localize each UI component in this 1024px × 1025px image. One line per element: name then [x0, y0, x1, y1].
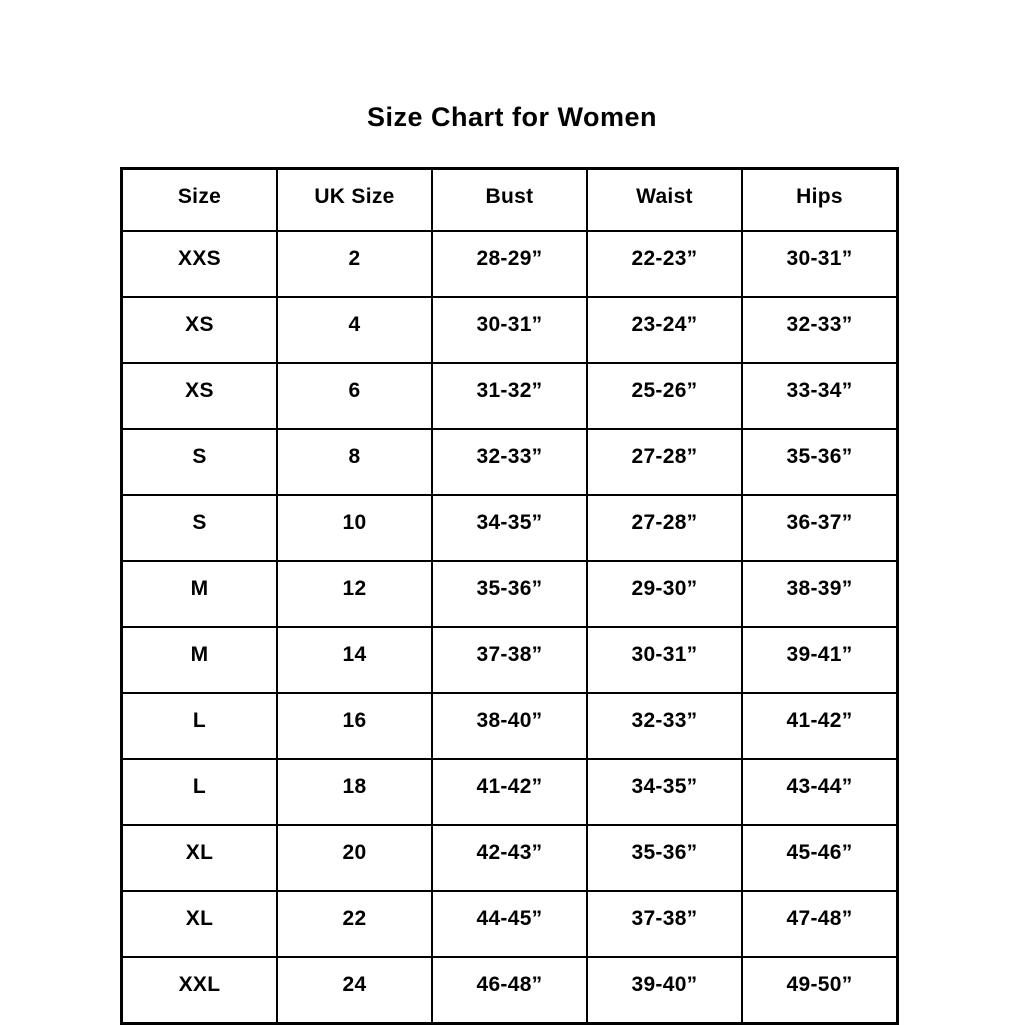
cell-hips: 32-33” — [742, 297, 898, 363]
cell-size: XL — [122, 891, 277, 957]
cell-waist: 22-23” — [587, 231, 742, 297]
column-header-bust: Bust — [432, 169, 587, 232]
cell-size: L — [122, 693, 277, 759]
page-title: Size Chart for Women — [366, 102, 658, 132]
cell-uk: 4 — [277, 297, 432, 363]
cell-bust: 37-38” — [432, 627, 587, 693]
cell-uk: 12 — [277, 561, 432, 627]
table-row — [122, 495, 898, 561]
cell-hips: 43-44” — [742, 759, 898, 825]
cell-waist: 23-24” — [587, 297, 742, 363]
cell-waist: 27-28” — [587, 495, 742, 561]
table-row — [122, 363, 898, 429]
table-row — [122, 891, 898, 957]
column-header-uk-size: UK Size — [277, 169, 432, 232]
table-row — [122, 693, 898, 759]
table-row — [122, 825, 898, 891]
cell-waist: 32-33” — [587, 693, 742, 759]
table-row — [122, 231, 898, 297]
cell-uk: 14 — [277, 627, 432, 693]
column-header-waist: Waist — [587, 169, 742, 232]
cell-bust: 35-36” — [432, 561, 587, 627]
table-row — [122, 957, 898, 1024]
cell-hips: 35-36” — [742, 429, 898, 495]
cell-uk: 20 — [277, 825, 432, 891]
cell-uk: 18 — [277, 759, 432, 825]
cell-uk: 8 — [277, 429, 432, 495]
cell-uk: 24 — [277, 957, 432, 1024]
cell-size: M — [122, 561, 277, 627]
cell-waist: 39-40” — [587, 957, 742, 1024]
cell-hips: 36-37” — [742, 495, 898, 561]
table-row — [122, 297, 898, 363]
cell-waist: 25-26” — [587, 363, 742, 429]
cell-uk: 6 — [277, 363, 432, 429]
column-header-hips: Hips — [742, 169, 898, 232]
cell-hips: 33-34” — [742, 363, 898, 429]
cell-bust: 30-31” — [432, 297, 587, 363]
cell-hips: 47-48” — [742, 891, 898, 957]
cell-waist: 34-35” — [587, 759, 742, 825]
cell-waist: 30-31” — [587, 627, 742, 693]
cell-size: XXS — [122, 231, 277, 297]
cell-bust: 31-32” — [432, 363, 587, 429]
cell-size: XXL — [122, 957, 277, 1024]
table-row — [122, 561, 898, 627]
cell-hips: 39-41” — [742, 627, 898, 693]
cell-hips: 49-50” — [742, 957, 898, 1024]
cell-bust: 44-45” — [432, 891, 587, 957]
cell-bust: 34-35” — [432, 495, 587, 561]
cell-size: S — [122, 495, 277, 561]
cell-uk: 22 — [277, 891, 432, 957]
table-row — [122, 429, 898, 495]
cell-uk: 2 — [277, 231, 432, 297]
cell-bust: 46-48” — [432, 957, 587, 1024]
table-row — [122, 759, 898, 825]
cell-hips: 41-42” — [742, 693, 898, 759]
cell-bust: 42-43” — [432, 825, 587, 891]
cell-hips: 30-31” — [742, 231, 898, 297]
cell-hips: 45-46” — [742, 825, 898, 891]
cell-size: XL — [122, 825, 277, 891]
cell-waist: 37-38” — [587, 891, 742, 957]
size-chart-table — [120, 167, 899, 1025]
cell-bust: 28-29” — [432, 231, 587, 297]
cell-waist: 27-28” — [587, 429, 742, 495]
cell-waist: 35-36” — [587, 825, 742, 891]
cell-size: L — [122, 759, 277, 825]
table-header-row — [122, 169, 898, 232]
cell-size: XS — [122, 297, 277, 363]
cell-uk: 16 — [277, 693, 432, 759]
cell-size: XS — [122, 363, 277, 429]
cell-bust: 41-42” — [432, 759, 587, 825]
cell-hips: 38-39” — [742, 561, 898, 627]
cell-bust: 32-33” — [432, 429, 587, 495]
cell-waist: 29-30” — [587, 561, 742, 627]
cell-size: M — [122, 627, 277, 693]
table-row — [122, 627, 898, 693]
cell-size: S — [122, 429, 277, 495]
cell-bust: 38-40” — [432, 693, 587, 759]
cell-uk: 10 — [277, 495, 432, 561]
column-header-size: Size — [122, 169, 277, 232]
